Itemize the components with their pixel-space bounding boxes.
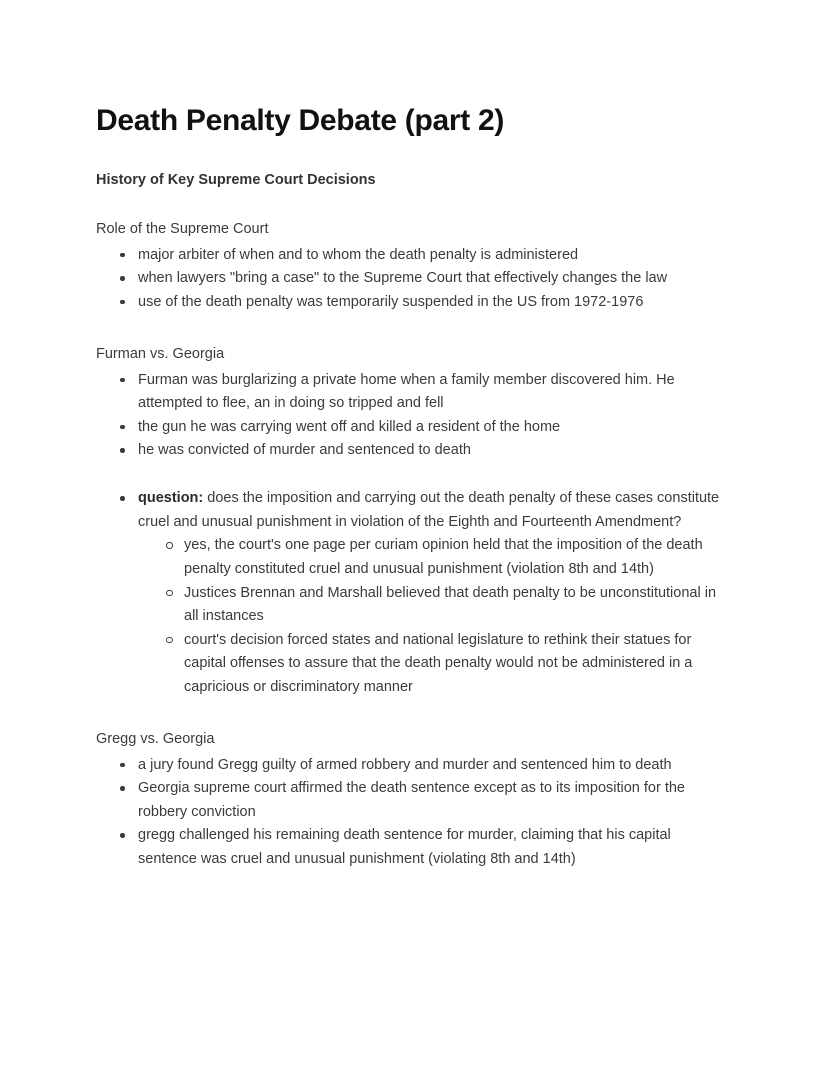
- list-item-text: Furman was burglarizing a private home when a family member discovered him. He attempted to flee, an in doing so tripped and fell: [138, 371, 675, 412]
- list-item-text: gregg challenged his remaining death sentence for murder, claiming that his capital sentence was cruel and unusual punishment (violating 8th and 14th): [138, 827, 671, 868]
- list-item-text: the gun he was carrying went off and killed a resident of the home: [138, 418, 561, 435]
- sub-list-item: [166, 629, 732, 700]
- list-item-text: use of the death penalty was temporarily suspended in the US from 1972-1976: [138, 293, 644, 310]
- bullet-circle-icon: [166, 590, 173, 597]
- list-item-body: does the imposition and carrying out the death penalty of these cases constitute cruel and unusual punishment in violation of the Eighth and Fourteenth Amendment?: [138, 490, 720, 530]
- list-item-text: Georgia supreme court affirmed the death sentence except as to its imposition for the robbery conviction: [138, 780, 685, 820]
- list-item: [120, 824, 732, 871]
- bullet-dot-icon: [120, 253, 125, 258]
- bullet-dot-icon: [120, 763, 125, 768]
- list-item-text: when lawyers "bring a case" to the Supreme Court that effectively changes the law: [138, 270, 668, 287]
- bullet-circle-icon: [166, 637, 173, 644]
- document-subtitle: History of Key Supreme Court Decisions: [96, 171, 376, 188]
- bullet-circle-icon: [166, 542, 173, 549]
- sub-list-item: [166, 534, 732, 581]
- list-item: [120, 777, 732, 824]
- list-item-text: he was convicted of murder and sentenced to death: [138, 442, 471, 459]
- list-item: [120, 754, 732, 778]
- list-item: [120, 369, 732, 416]
- bullet-dot-icon: [120, 448, 125, 453]
- sub-list-item-text: Justices Brennan and Marshall believed that death penalty to be unconstitutional in all instances: [184, 584, 717, 625]
- bullet-dot-icon: [120, 276, 125, 281]
- bullet-dot-icon: [120, 378, 125, 383]
- document-body: [96, 190, 732, 872]
- bullet-dot-icon: [120, 833, 125, 838]
- sub-bullet-list: [138, 534, 732, 699]
- document-section: [96, 700, 732, 872]
- bullet-list: [96, 754, 732, 872]
- bullet-list: [96, 369, 732, 700]
- list-item-text: major arbiter of when and to whom the death penalty is administered: [138, 246, 579, 263]
- list-item: [120, 487, 732, 700]
- section-heading: Role of the Supreme Court: [96, 220, 269, 237]
- list-item: [120, 267, 732, 291]
- list-item-text: [138, 487, 732, 534]
- document-section: [96, 190, 732, 315]
- page-title: Death Penalty Debate (part 2): [96, 104, 505, 137]
- list-item: [120, 291, 732, 315]
- sub-list-item-text: yes, the court's one page per curiam opinion held that the imposition of the death penalty constituted cruel and unusual punishment (violation 8th and 14th): [184, 537, 703, 577]
- section-heading: Gregg vs. Georgia: [96, 730, 215, 747]
- sub-list-item: [166, 582, 732, 629]
- bullet-dot-icon: [120, 425, 125, 430]
- list-item: [120, 244, 732, 268]
- document-section: [96, 315, 732, 700]
- bullet-dot-icon: [120, 300, 125, 305]
- section-heading: Furman vs. Georgia: [96, 345, 225, 362]
- sub-list-item-text: court's decision forced states and national legislature to rethink their statues for capital offenses to assure that the death penalty would not be administered in a capricious or discriminatory manner: [184, 631, 693, 696]
- list-item: [120, 416, 732, 440]
- bullet-list: [96, 244, 732, 315]
- list-item: [120, 439, 732, 463]
- list-item-lead: question:: [138, 490, 204, 507]
- list-item-text: a jury found Gregg guilty of armed robbery and murder and sentenced him to death: [138, 756, 672, 773]
- bullet-dot-icon: [120, 496, 125, 501]
- bullet-dot-icon: [120, 786, 125, 791]
